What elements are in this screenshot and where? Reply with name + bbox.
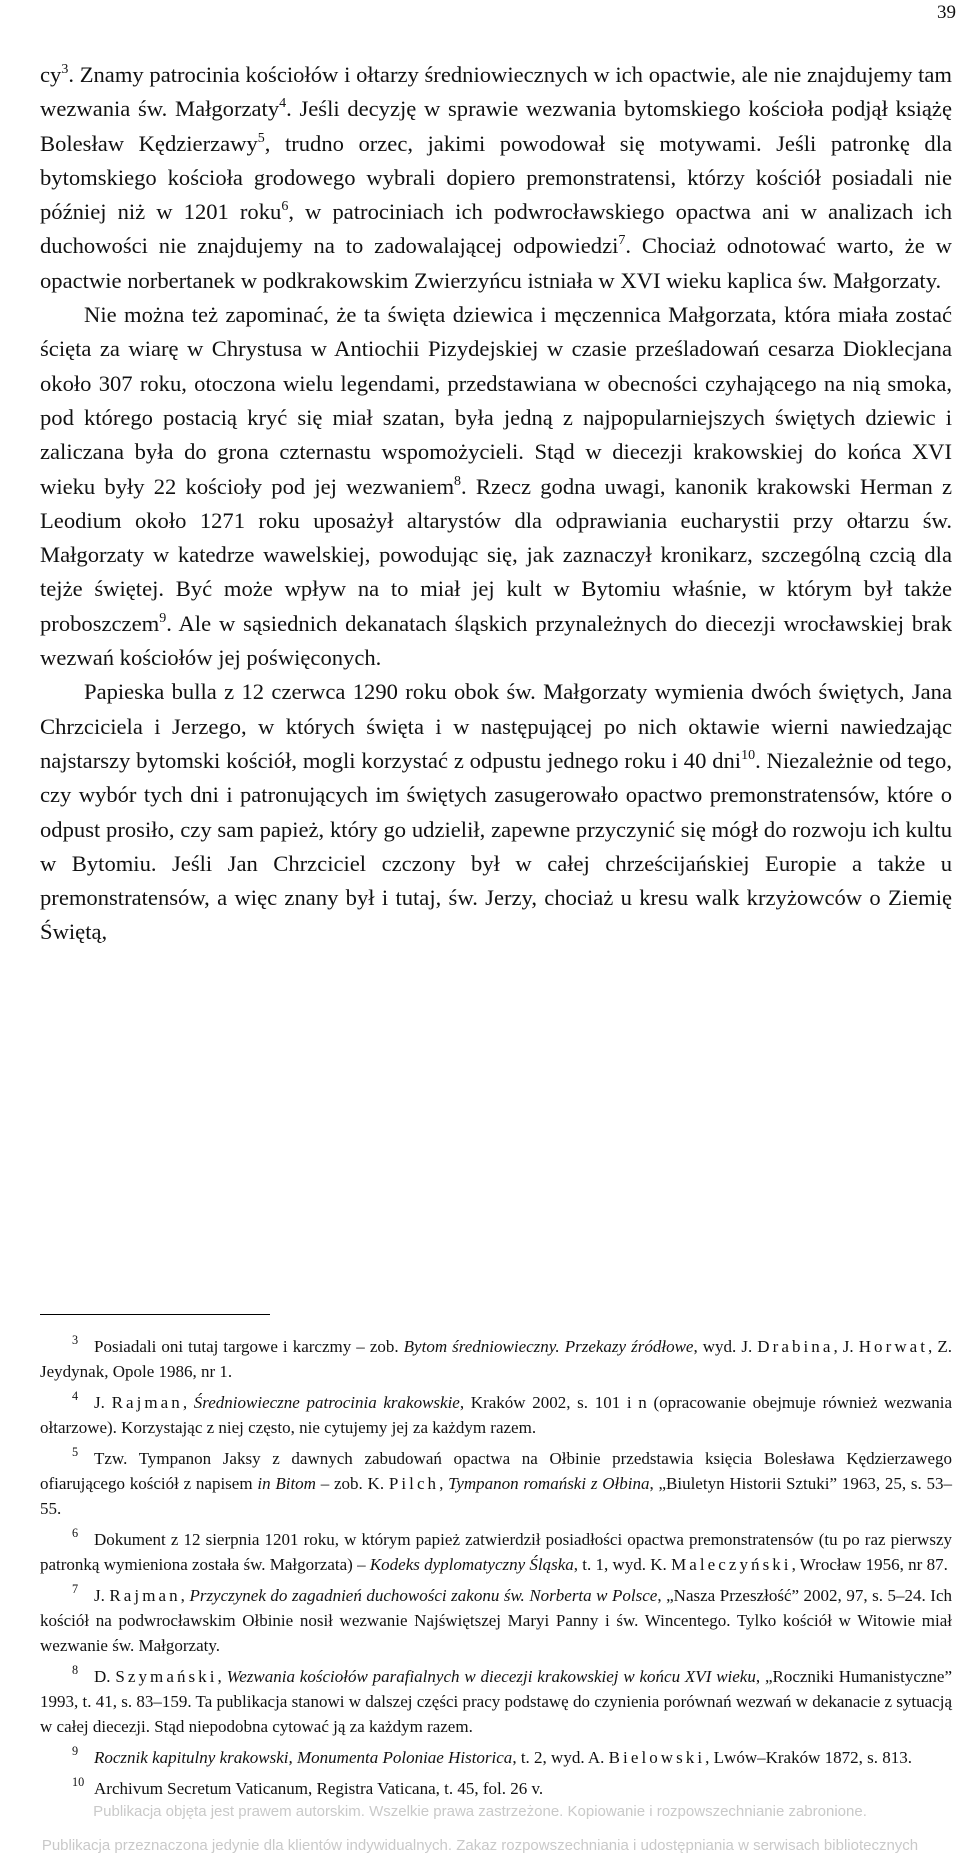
footnote-ref: 3: [61, 61, 69, 77]
footnote: [40, 1583, 952, 1658]
text-run: , Kraków 2002, s. 101 i n (opracowanie obejmuje również wezwania ołtarzowe). Korzystając z niej często, nie cytujemy jej za każdym razem.: [40, 1393, 953, 1437]
text-run: , Wrocław 1956, nr 87.: [791, 1555, 948, 1574]
text-run: D.: [94, 1667, 116, 1686]
footnote: [40, 1776, 952, 1801]
footnote-ref: 10: [741, 747, 756, 763]
text-run: , „Roczniki Humanistyczne” 1993, t. 41, s. 83–159. Ta publikacja stanowi w dalszej części pracy podstawę do czynienia porównań wezwań w dekanacie z sytuacją w całej diecezji. Stąd niepodobna cytować ją za każdym razem.: [40, 1667, 953, 1736]
text-run: , trudno orzec, jakimi powodował się motywami. Jeśli patronkę dla bytomskiego kościoła grodowego wybrali dopiero premonstratensi, którzy kościół posiadali nie później niż w 1201 roku: [40, 130, 952, 225]
text-run: , t. 1, wyd. K.: [573, 1555, 672, 1574]
footnote-number: 9: [72, 1744, 79, 1759]
text-run: , „Nasza Przeszłość” 2002, 97, s. 5–24. Ich kościół na podwrocławskim Ołbinie nosił wezwanie Najświętszej Maryi Panny i św. Wincentego. Tylko kościół w Witowie miał wezwanie św. Małgorzaty.: [40, 1586, 952, 1655]
italic-title: Wezwania kościołów parafialnych w diecezji krakowskiej w końcu XVI wieku: [226, 1667, 756, 1686]
text-run: . Chociaż odnotować warto, że w opactwie norbertanek w podkrakowskim Zwierzyńcu istniała w XVI wieku kaplica św. Małgorzaty.: [40, 233, 952, 293]
paragraph: [40, 298, 952, 675]
footnotes: [40, 1334, 952, 1807]
footnote: [40, 1334, 952, 1384]
copyright-notice: Publikacja objęta jest prawem autorskim. Wszelkie prawa zastrzeżone. Kopiowanie i rozpowszechnianie zabronione.: [93, 1803, 867, 1820]
italic-title: Rocznik kapitulny krakowski, Monumenta Poloniae Historica: [94, 1748, 513, 1767]
author-name: Horwat: [858, 1337, 929, 1356]
footnote: [40, 1390, 952, 1440]
text-run: , J.: [833, 1337, 859, 1356]
page-number: 39: [937, 2, 956, 23]
text-run: , t. 2, wyd. A.: [512, 1748, 609, 1767]
text-run: , „Biuletyn Historii Sztuki” 1963, 25, s. 53–55.: [40, 1474, 952, 1518]
italic-title: Tympanon romański z Ołbina: [448, 1474, 650, 1493]
license-notice: Publikacja przeznaczona jedynie dla klientów indywidualnych. Zakaz rozpowszechniania i udostępniania w serwisach bibliotecznych: [41, 1837, 919, 1854]
footnote-ref: 7: [618, 233, 626, 249]
paragraph: [40, 675, 952, 949]
author-name: Rajman: [109, 1586, 181, 1605]
main-text: [40, 58, 952, 950]
footnote-ref: 9: [159, 610, 167, 626]
author-name: Bielowski: [608, 1748, 706, 1767]
author-name: Maleczyński: [671, 1555, 792, 1574]
text-run: . Jeśli decyzję w sprawie wezwania bytomskiego kościoła podjął książę Bolesław Kędzierzawy: [40, 96, 952, 156]
text-run: Nie można też zapominać, że ta święta dziewica i męczennica Małgorzata, która miała zostać ścięta za wiarę w Chrystusa w Antiochii Pizydejskiej w czasie prześladowań cesarza Dioklecjana około 307 roku, otoczona wielu legendami, przedstawiana w obecności czyhającego na nią smoka, pod którego postacią kryć się miał szatan, była jedną z najpopularniejszych świętych dziewic i zaliczana była do grona czternastu wspomożycieli. Stąd w diecezji krakowskiej do końca XVI wieku były 22 kościoły pod jej wezwaniem: [40, 302, 952, 499]
footnote-separator: [40, 1314, 270, 1315]
footnote-number: 7: [72, 1582, 79, 1597]
text-run: . Niezależnie od tego, czy wybór tych dni i patronujących im świętych zasugerowało opactwo premonstratensów, które o odpust prosiło, czy sam papież, który go udzielił, zapewne przyczynić się mógł do rozwoju ich kultu w Bytomiu. Jeśli Jan Chrzciciel czczony był w całej chrześcijańskiej Europie a także u premonstratensów, a więc znany był i tutaj, św. Jerzy, chociaż u kresu walk krzyżowców o Ziemię Świętą,: [40, 747, 952, 945]
text-run: Posiadali oni tutaj targowe i karczmy – zob.: [94, 1337, 404, 1356]
text-run: Papieska bulla z 12 czerwca 1290 roku obok św. Małgorzaty wymienia dwóch świętych, Jana Chrzciciela i Jerzego, w których święta i w następującej po nich oktawie wierni nawiedzając najstarszy bytomski kościół, mogli korzystać z odpustu jednego roku i 40 dni: [40, 679, 952, 773]
text-run: ,: [217, 1667, 227, 1686]
footnote-ref: 4: [279, 96, 287, 112]
paragraph: [40, 58, 952, 298]
text-run: , Z. Jeydynak, Opole 1986, nr 1.: [40, 1337, 952, 1381]
text-run: , Lwów–Kraków 1872, s. 813.: [705, 1748, 912, 1767]
author-name: Drabina: [757, 1337, 834, 1356]
footnote: [40, 1527, 952, 1577]
text-run: . Ale w sąsiednich dekanatach śląskich przynależnych do diecezji wrocławskiej brak wezwań kościołów jej poświęconych.: [40, 610, 952, 671]
author-name: Szymański: [115, 1667, 218, 1686]
text-run: . Znamy patrocinia kościołów i ołtarzy średniowiecznych w ich opactwie, ale nie znajdujemy tam wezwania św. Małgorzaty: [40, 62, 952, 122]
italic-title: Bytom średniowieczny. Przekazy źródłowe: [403, 1337, 694, 1356]
text-run: . Rzecz godna uwagi, kanonik krakowski Herman z Leodium około 1271 roku uposażył altarystów dla odprawiania eucharystii przy ołtarzu św. Małgorzaty w katedrze wawelskiej, powodując się, jak zaznaczył kronikarz, szczególną czcią dla tejże świętej. Być może wpływ na to miał jej kult w Bytomiu właśnie, w którym był także proboszczem: [40, 473, 952, 636]
footnote: [40, 1664, 952, 1739]
footnote: [40, 1745, 952, 1770]
text-run: J.: [94, 1586, 110, 1605]
italic-title: in Bitom: [257, 1474, 316, 1493]
italic-title: Średniowieczne patrocinia krakowskie: [193, 1393, 460, 1412]
text-run: cy: [40, 62, 62, 87]
footnote-number: 3: [72, 1333, 79, 1348]
text-run: – zob. K.: [315, 1474, 389, 1493]
footnote: [40, 1446, 952, 1521]
text-run: , w patrociniach ich podwrocławskiego opactwa ani w analizach ich duchowości nie znajdujemy na to zadowalającej odpowiedzi: [40, 199, 952, 259]
italic-title: Przyczynek do zagadnień duchowości zakonu św. Norberta w Polsce: [189, 1586, 658, 1605]
text-run: ,: [439, 1474, 449, 1493]
footnote-number: 10: [72, 1775, 85, 1790]
text-run: ,: [180, 1586, 190, 1605]
text-run: Archivum Secretum Vaticanum, Registra Vaticana, t. 45, fol. 26 v.: [94, 1779, 544, 1798]
footnote-number: 5: [72, 1445, 79, 1460]
footnote-number: 6: [72, 1526, 79, 1541]
footnote-number: 8: [72, 1663, 79, 1678]
text-run: , wyd. J.: [693, 1337, 758, 1356]
footnote-ref: 6: [281, 199, 289, 215]
footnote-number: 4: [72, 1389, 79, 1404]
author-name: Rajman: [111, 1393, 183, 1412]
text-run: Tzw. Tympanon Jaksy z dawnych zabudowań opactwa na Ołbinie przedstawia księcia Bolesława Kędzierzawego ofiarującego kościół z napisem: [40, 1449, 952, 1493]
text-run: Dokument z 12 sierpnia 1201 roku, w którym papież zatwierdził posiadłości opactwa premonstratensów (tu po raz pierwszy patronką wymieniona została św. Małgorzata) –: [40, 1530, 952, 1574]
author-name: Pilch: [388, 1474, 440, 1493]
text-run: J.: [94, 1393, 112, 1412]
footnote-ref: 5: [257, 130, 265, 146]
italic-title: Kodeks dyplomatyczny Śląska: [369, 1555, 574, 1574]
text-run: ,: [182, 1393, 194, 1412]
footnote-ref: 8: [454, 473, 462, 489]
